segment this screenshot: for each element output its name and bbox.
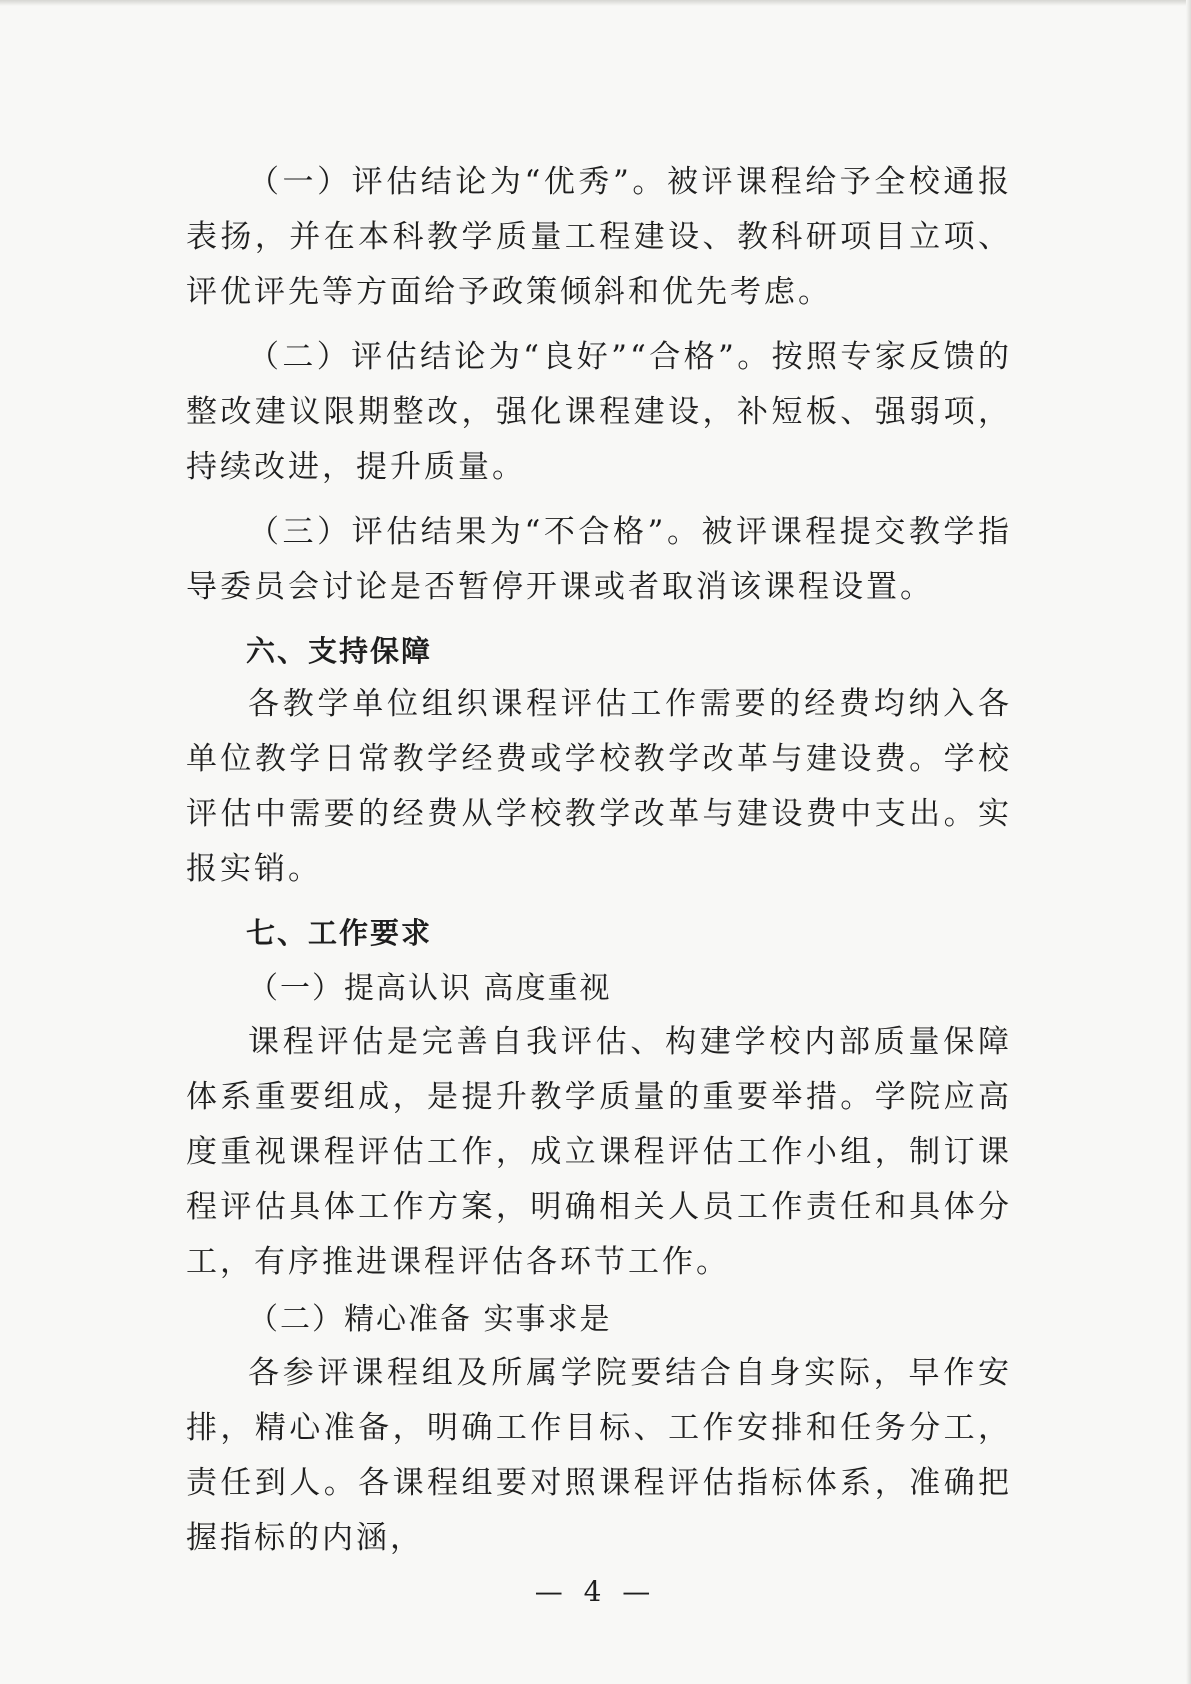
paragraph-funding: 各教学单位组织课程评估工作需要的经费均纳入各单位教学日常教学经费或学校教学改革与建设费。学校评估中需要的经费从学校教学改革与建设费中支出。实报实销。 <box>186 686 1012 887</box>
paragraph-awareness: 课程评估是完善自我评估、构建学校内部质量保障体系重要组成，是提升教学质量的重要举措。学院应高度重视课程评估工作，成立课程评估工作小组，制订课程评估具体工作方案，明确相关人员工作责任和具体分工，有序推进课程评估各环节工作。 <box>186 1024 1012 1280</box>
document-body <box>186 155 1012 1566</box>
scan-right-edge <box>1186 0 1191 1684</box>
subheading-awareness: （一）提高认识 高度重视 <box>248 971 612 1006</box>
scan-top-edge <box>0 0 1191 6</box>
paragraph-fail-result: （三）评估结果为“不合格”。被评课程提交教学指导委员会讨论是否暂停开课或者取消该课程设置。 <box>186 514 1012 605</box>
section-heading-requirements: 七、工作要求 <box>246 916 433 950</box>
page-number: — 4 — <box>534 1575 657 1608</box>
paragraph-good-result: （二）评估结论为“良好”“合格”。按照专家反馈的整改建议限期整改，强化课程建设，补短板、强弱项，持续改进，提升质量。 <box>186 339 1012 485</box>
section-heading-support: 六、支持保障 <box>246 634 433 668</box>
paragraph-preparation: 各参评课程组及所属学院要结合自身实际，早作安排，精心准备，明确工作目标、工作安排和任务分工，责任到人。各课程组要对照课程评估指标体系，准确把握指标的内涵， <box>186 1355 1012 1556</box>
paragraph-excellent-result: （一）评估结论为“优秀”。被评课程给予全校通报表扬，并在本科教学质量工程建设、教科研项目立项、评优评先等方面给予政策倾斜和优先考虑。 <box>186 164 1012 310</box>
subheading-preparation: （二）精心准备 实事求是 <box>248 1302 612 1337</box>
